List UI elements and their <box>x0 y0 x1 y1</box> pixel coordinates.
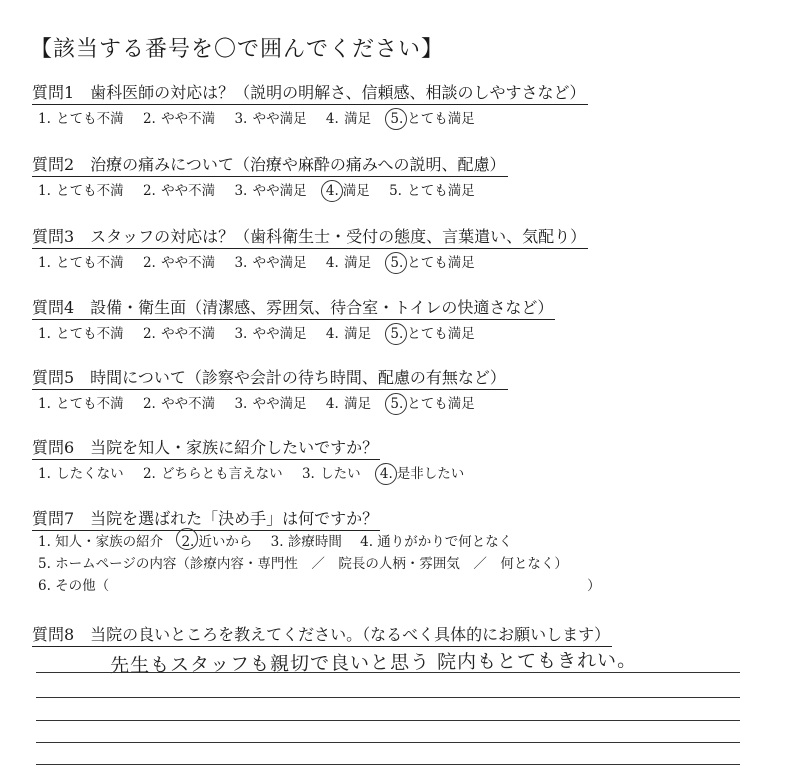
question-2-heading: 質問2 治療の痛みについて（治療や麻酔の痛みへの説明、配慮） <box>32 152 508 177</box>
question-4 <box>32 295 555 342</box>
q2-option-1[interactable]: 1. とても不満 <box>38 183 124 199</box>
q5-option-3[interactable]: 3. やや満足 <box>234 396 307 412</box>
handwritten-answer: 先生もスタッフも親切で良いと思う 院内もとてもきれい。 <box>109 649 638 677</box>
q4-option-2[interactable]: 2. やや不満 <box>142 326 216 342</box>
question-1 <box>32 80 588 127</box>
q1-option-2[interactable]: 2. やや不満 <box>142 111 216 127</box>
q7-option-2-circled[interactable]: 2. <box>181 531 194 553</box>
answer-line <box>36 672 740 673</box>
question-1-heading: 質問1 歯科医師の対応は？（説明の明解さ、信頼感、相談のしやすさなど） <box>32 80 588 105</box>
q4-option-3[interactable]: 3. やや満足 <box>234 326 307 342</box>
q3-option-5-label: とても満足 <box>407 255 475 271</box>
q5-option-4[interactable]: 4. 満足 <box>325 396 372 412</box>
q7-option-2-label: 近いから <box>198 534 253 550</box>
q2-option-5[interactable]: 5. とても満足 <box>389 183 475 199</box>
q2-option-4-label: 満足 <box>342 183 370 199</box>
question-5-options <box>32 392 508 412</box>
q1-option-5-label: とても満足 <box>407 111 475 127</box>
q7-option-1[interactable]: 1. 知人・家族の紹介 <box>38 534 164 550</box>
question-6 <box>32 435 478 482</box>
question-1-options <box>32 107 588 127</box>
question-7-options-line-1 <box>32 531 601 553</box>
question-7-heading: 質問7 当院を選ばれた「決め手」は何ですか？ <box>32 506 380 531</box>
answer-line <box>36 697 740 698</box>
q1-option-1[interactable]: 1. とても不満 <box>38 111 124 127</box>
question-6-options <box>32 462 478 482</box>
q5-option-2[interactable]: 2. やや不満 <box>142 396 216 412</box>
q1-option-3[interactable]: 3. やや満足 <box>234 111 307 127</box>
q2-option-3[interactable]: 3. やや満足 <box>234 183 307 199</box>
q6-option-1[interactable]: 1. したくない <box>38 466 124 482</box>
q6-option-4-circled[interactable]: 4. <box>379 466 393 482</box>
question-7 <box>32 506 601 597</box>
q2-option-4-circled[interactable]: 4. <box>325 183 339 199</box>
q5-option-5-circled[interactable]: 5. <box>390 396 404 412</box>
q3-option-5-circled[interactable]: 5. <box>390 255 404 271</box>
question-4-heading: 質問4 設備・衛生面（清潔感、雰囲気、待合室・トイレの快適さなど） <box>32 295 555 320</box>
question-3-heading: 質問3 スタッフの対応は？（歯科衛生士・受付の態度、言葉遣い、気配り） <box>32 224 588 249</box>
q3-option-4[interactable]: 4. 満足 <box>325 255 372 271</box>
q4-option-1[interactable]: 1. とても不満 <box>38 326 124 342</box>
question-7-options-line-3 <box>32 575 601 597</box>
question-5 <box>32 365 508 412</box>
question-8 <box>32 622 612 647</box>
q5-option-1[interactable]: 1. とても不満 <box>38 396 124 412</box>
q7-option-6-close: ） <box>587 578 601 594</box>
question-6-heading: 質問6 当院を知人・家族に紹介したいですか？ <box>32 435 380 460</box>
q3-option-2[interactable]: 2. やや不満 <box>142 255 216 271</box>
q7-option-4[interactable]: 4. 通りがかりで何となく <box>360 534 513 550</box>
q6-option-2[interactable]: 2. どちらとも言えない <box>142 466 283 482</box>
question-5-heading: 質問5 時間について（診察や会計の待ち時間、配慮の有無など） <box>32 365 508 390</box>
answer-line <box>36 742 740 743</box>
question-3-options <box>32 251 588 271</box>
q4-option-5-circled[interactable]: 5. <box>390 326 404 342</box>
question-2-options <box>32 179 508 199</box>
q2-option-2[interactable]: 2. やや不満 <box>142 183 216 199</box>
q3-option-3[interactable]: 3. やや満足 <box>234 255 307 271</box>
q7-option-5[interactable]: 5. ホームページの内容（診療内容・専門性 ／ 院長の人柄・雰囲気 ／ 何となく） <box>38 556 568 572</box>
q3-option-1[interactable]: 1. とても不満 <box>38 255 124 271</box>
q5-option-5-label: とても満足 <box>407 396 475 412</box>
answer-line <box>36 764 740 765</box>
answer-line <box>36 720 740 721</box>
q4-option-4[interactable]: 4. 満足 <box>325 326 372 342</box>
form-title: 【該当する番号を〇で囲んでください】 <box>30 37 445 62</box>
q1-option-4[interactable]: 4. 満足 <box>325 111 372 127</box>
q4-option-5-label: とても満足 <box>407 326 475 342</box>
q6-option-4-label: 是非したい <box>396 466 465 482</box>
q7-option-3[interactable]: 3. 診療時間 <box>270 534 342 550</box>
question-2 <box>32 152 508 199</box>
q6-option-3[interactable]: 3. したい <box>301 466 361 482</box>
q1-option-5-circled[interactable]: 5. <box>390 111 404 127</box>
question-4-options <box>32 322 555 342</box>
question-8-heading: 質問8 当院の良いところを教えてください。（なるべく具体的にお願いします） <box>32 622 612 647</box>
question-3 <box>32 224 588 271</box>
q7-option-6[interactable]: 6. その他（ <box>38 578 110 594</box>
